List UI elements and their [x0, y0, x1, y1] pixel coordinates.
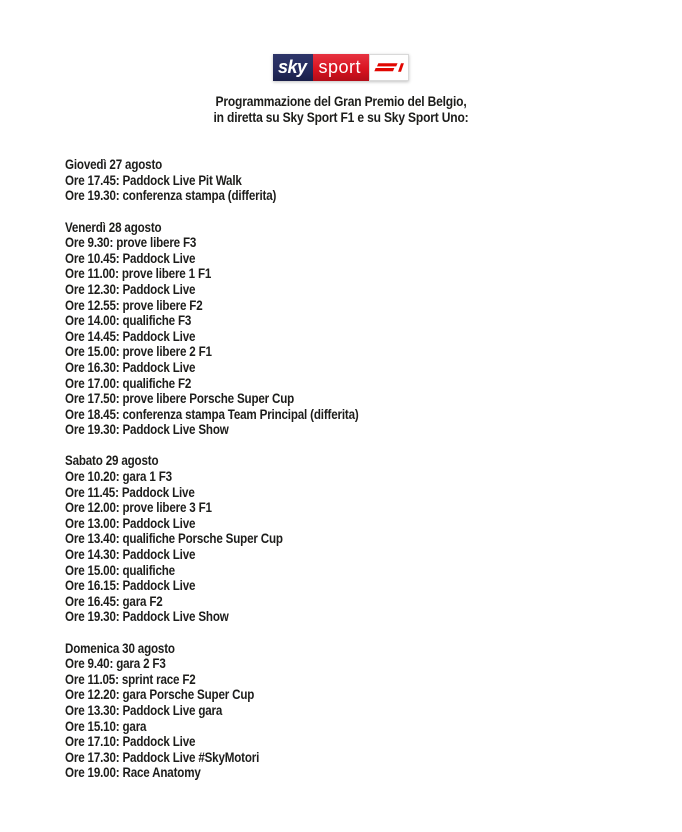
f1-logo-icon: [369, 54, 409, 81]
day-header: Sabato 29 agosto: [65, 453, 159, 469]
event-line: Ore 19.30: conferenza stampa (differita): [65, 188, 277, 204]
event-line: Ore 10.45: Paddock Live: [65, 250, 196, 266]
event-line: Ore 12.55: prove libere F2: [65, 297, 203, 313]
event-line: Ore 15.00: qualifiche: [65, 562, 175, 578]
logo-row: [0, 0, 682, 81]
day-header: Venerdì 28 agosto: [65, 219, 162, 235]
section-events: [65, 173, 596, 204]
schedule: [65, 157, 596, 781]
event-line: Ore 14.00: qualifiche F3: [65, 313, 192, 329]
event-line: Ore 13.30: Paddock Live gara: [65, 702, 223, 718]
event-line: Ore 9.40: gara 2 F3: [65, 656, 166, 672]
event-line: Ore 15.00: prove libere 2 F1: [65, 344, 212, 360]
event-line: Ore 17.10: Paddock Live: [65, 734, 196, 750]
event-line: Ore 17.50: prove libere Porsche Super Cup: [65, 391, 295, 407]
day-header: Giovedì 27 agosto: [65, 157, 163, 173]
event-line: Ore 16.15: Paddock Live: [65, 578, 196, 594]
event-line: Ore 19.30: Paddock Live Show: [65, 422, 229, 438]
event-line: Ore 12.30: Paddock Live: [65, 281, 196, 297]
event-line: Ore 12.20: gara Porsche Super Cup: [65, 687, 255, 703]
sport-logo-text: sport: [313, 54, 370, 81]
section-events: [65, 656, 596, 781]
event-line: Ore 9.30: prove libere F3: [65, 235, 197, 251]
event-line: Ore 14.45: Paddock Live: [65, 328, 196, 344]
event-line: Ore 17.45: Paddock Live Pit Walk: [65, 172, 242, 188]
day-section: [65, 220, 596, 438]
event-line: Ore 15.10: gara: [65, 718, 147, 734]
event-line: Ore 11.45: Paddock Live: [65, 484, 195, 500]
event-line: Ore 19.00: Race Anatomy: [65, 765, 201, 781]
page-title: [48, 94, 635, 125]
section-events: [65, 469, 596, 625]
day-section: [65, 157, 596, 204]
day-section: [65, 641, 596, 781]
event-line: Ore 11.05: sprint race F2: [65, 671, 196, 687]
event-line: Ore 17.00: qualifiche F2: [65, 375, 192, 391]
event-line: Ore 17.30: Paddock Live #SkyMotori: [65, 749, 260, 765]
page-title-line1: Programmazione del Gran Premio del Belgio,: [215, 93, 467, 109]
day-header: Domenica 30 agosto: [65, 640, 175, 656]
sky-sport-f1-logo: [273, 54, 409, 81]
section-events: [65, 235, 596, 438]
event-line: Ore 11.00: prove libere 1 F1: [65, 266, 212, 282]
event-line: Ore 10.20: gara 1 F3: [65, 469, 172, 485]
event-line: Ore 13.00: Paddock Live: [65, 515, 196, 531]
sky-logo-text: sky: [273, 54, 313, 81]
event-line: Ore 16.30: Paddock Live: [65, 359, 196, 375]
event-line: Ore 19.30: Paddock Live Show: [65, 609, 229, 625]
event-line: Ore 12.00: prove libere 3 F1: [65, 500, 212, 516]
day-section: [65, 453, 596, 625]
event-line: Ore 16.45: gara F2: [65, 593, 163, 609]
event-line: Ore 18.45: conferenza stampa Team Principal (differita): [65, 406, 359, 422]
event-line: Ore 13.40: qualifiche Porsche Super Cup: [65, 531, 283, 547]
page-title-line2: in diretta su Sky Sport F1 e su Sky Sport Uno:: [213, 108, 469, 125]
event-line: Ore 14.30: Paddock Live: [65, 547, 196, 563]
